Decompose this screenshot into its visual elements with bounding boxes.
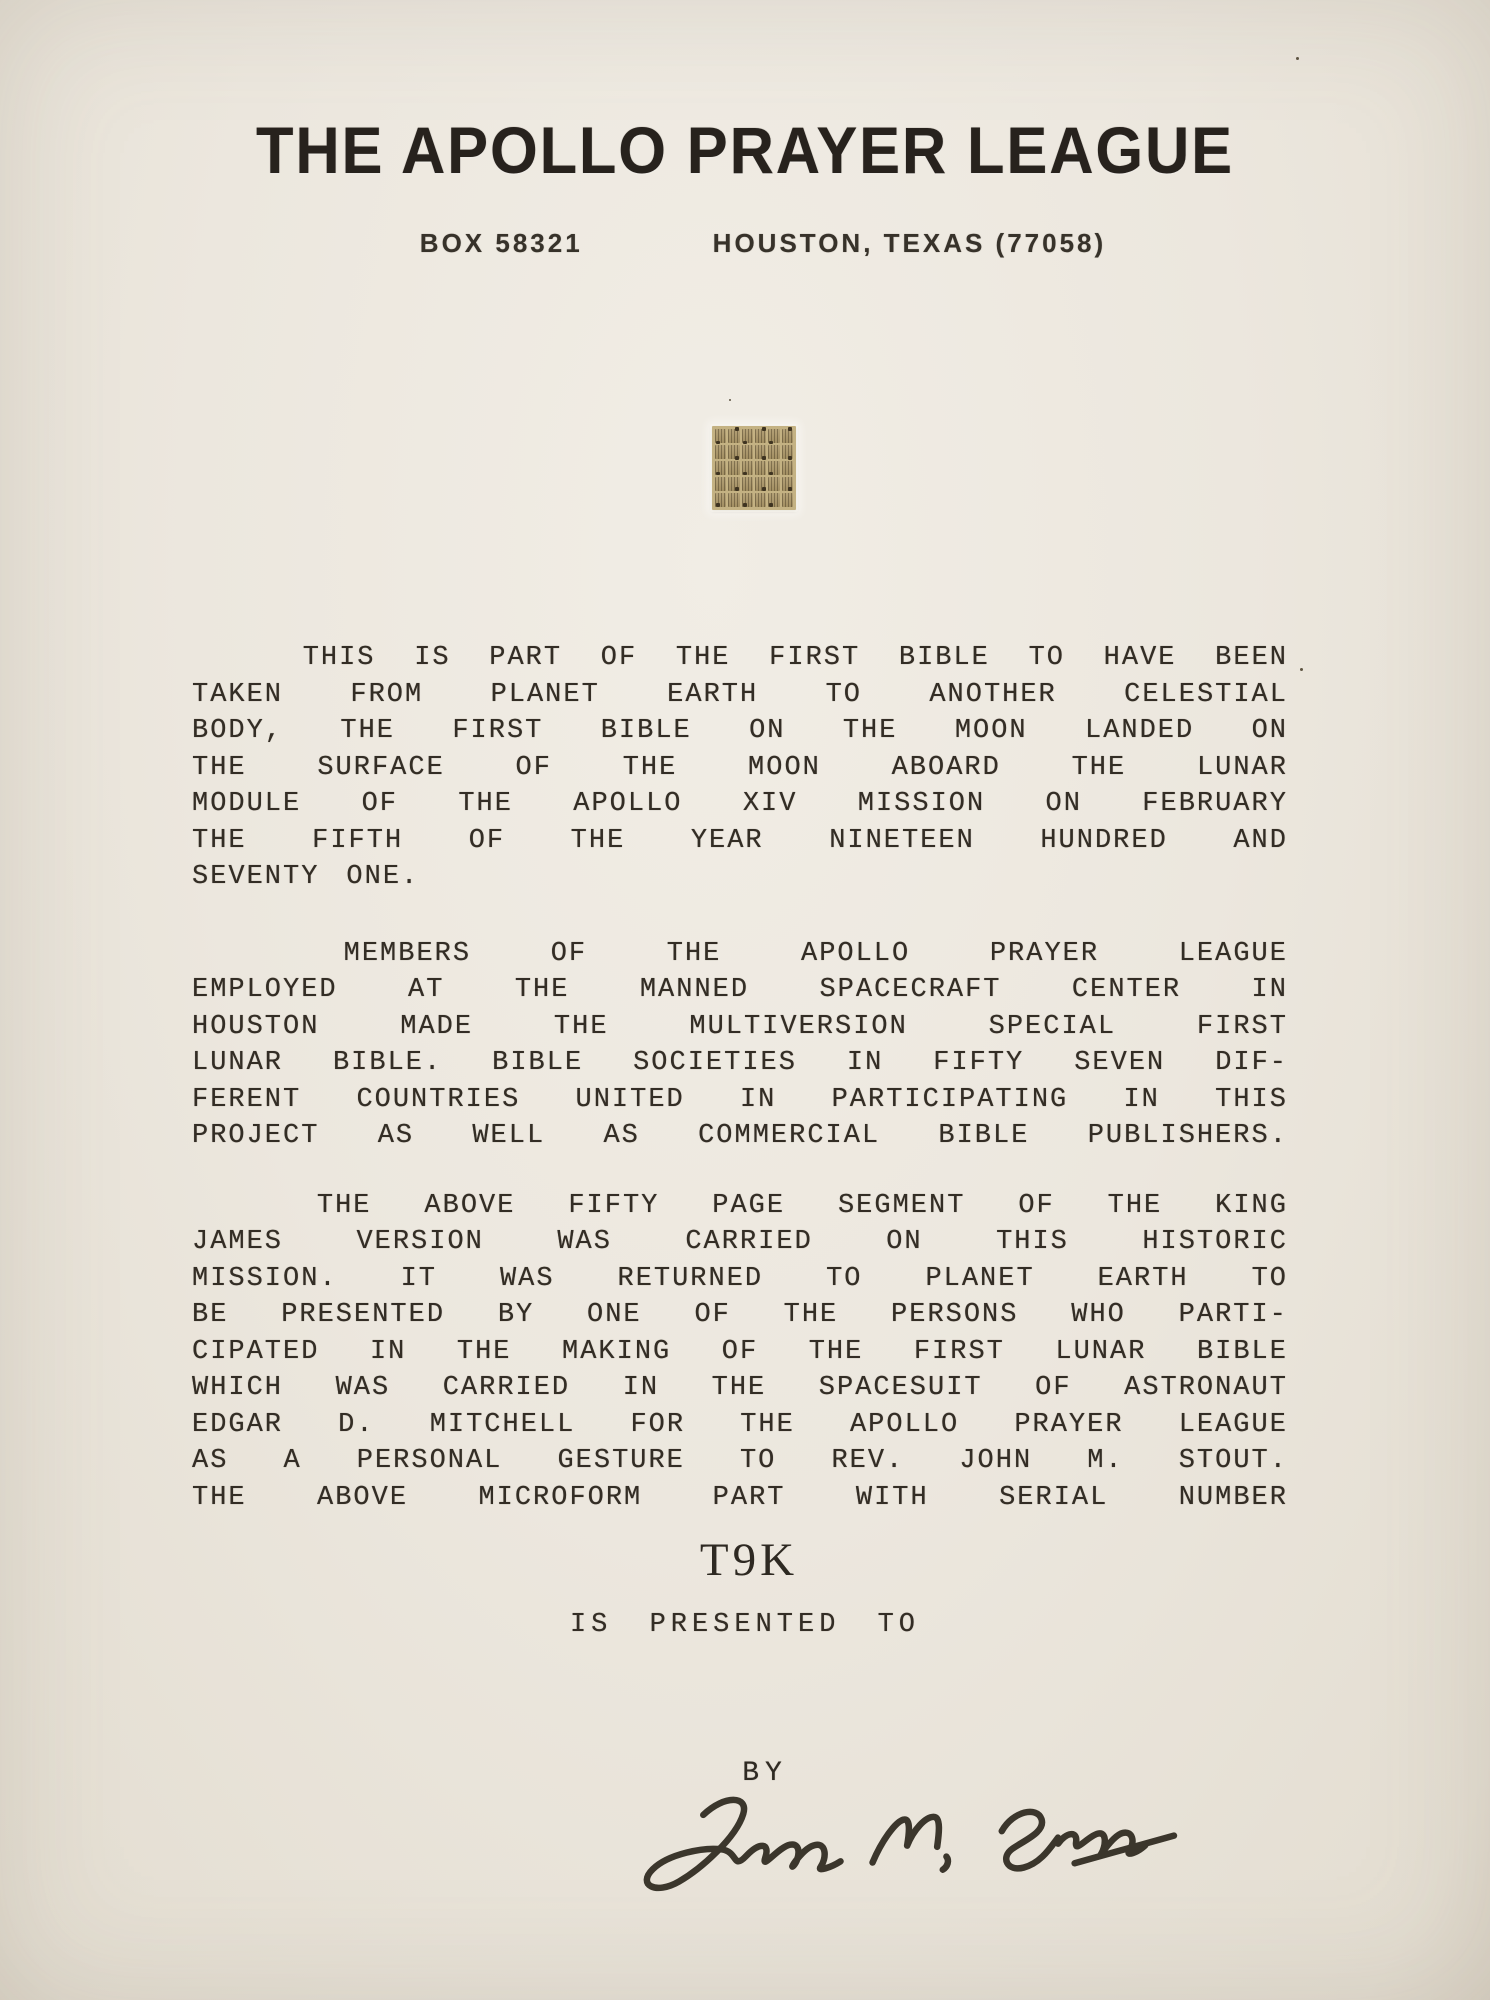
word: AS bbox=[603, 1121, 640, 1152]
word: MULTIVERSION bbox=[689, 1011, 908, 1042]
text-line bbox=[192, 1297, 1288, 1334]
word: ON bbox=[749, 716, 786, 747]
microform-dot bbox=[769, 441, 773, 445]
microform-dot bbox=[735, 456, 739, 460]
word: SEVENTY bbox=[192, 862, 320, 893]
word: PLANET bbox=[925, 1263, 1035, 1294]
word: CIPATED bbox=[192, 1336, 320, 1367]
word: REV. bbox=[831, 1446, 905, 1477]
word: OF bbox=[600, 643, 638, 674]
microform-dot bbox=[716, 503, 720, 507]
word: LUNAR bbox=[192, 1048, 284, 1079]
text-line bbox=[192, 936, 1288, 973]
po-box: BOX 58321 bbox=[419, 228, 583, 258]
word: FIRST bbox=[769, 643, 861, 674]
word: FIFTY bbox=[933, 1048, 1025, 1079]
word: OF bbox=[721, 1336, 759, 1367]
word: LUNAR bbox=[1196, 752, 1288, 783]
word: MICROFORM bbox=[478, 1482, 643, 1513]
word: ANOTHER bbox=[929, 679, 1057, 710]
word: OF bbox=[550, 938, 588, 969]
text-line bbox=[192, 1118, 1288, 1155]
text-line bbox=[192, 1407, 1288, 1444]
word: ON bbox=[1045, 789, 1082, 820]
word: THE bbox=[192, 752, 247, 783]
microform-dot bbox=[743, 441, 747, 445]
word: MADE bbox=[400, 1011, 474, 1042]
word: NUMBER bbox=[1178, 1482, 1288, 1513]
word: DIF- bbox=[1215, 1048, 1288, 1079]
page-title: THE APOLLO PRAYER LEAGUE bbox=[256, 113, 1234, 187]
word: JOHN bbox=[959, 1446, 1033, 1477]
paragraph bbox=[192, 1188, 1288, 1517]
word: D. bbox=[338, 1409, 375, 1440]
word: HAVE bbox=[1103, 643, 1177, 674]
text-line bbox=[192, 1443, 1288, 1480]
microform-page-cell bbox=[715, 477, 726, 491]
paper-speck bbox=[729, 399, 731, 401]
microform-page-cell bbox=[782, 429, 793, 443]
serial-number: T9K bbox=[699, 1534, 799, 1586]
word: TO bbox=[826, 1263, 863, 1294]
word: BEEN bbox=[1215, 643, 1288, 674]
word: APOLLO bbox=[849, 1409, 960, 1440]
word: THE bbox=[570, 825, 626, 856]
word: BY bbox=[497, 1300, 535, 1331]
word: PART bbox=[489, 643, 563, 674]
word: MOON bbox=[954, 716, 1028, 747]
word: FIRST bbox=[452, 716, 544, 747]
word: TO bbox=[1028, 643, 1065, 674]
word: OF bbox=[1035, 1373, 1072, 1404]
word: THE bbox=[340, 716, 395, 747]
word: PRAYER bbox=[989, 938, 1100, 969]
text-line bbox=[192, 786, 1288, 823]
word: OF bbox=[361, 789, 398, 820]
paper-speck bbox=[1300, 668, 1303, 671]
word: VERSION bbox=[356, 1227, 484, 1258]
word: MANNED bbox=[639, 975, 750, 1006]
word: THE bbox=[192, 825, 247, 856]
word: BIBLE bbox=[938, 1121, 1030, 1152]
word: PARTICIPATING bbox=[831, 1084, 1069, 1115]
word: ON bbox=[1251, 716, 1288, 747]
text-line bbox=[192, 972, 1288, 1009]
word: IN bbox=[369, 1336, 407, 1367]
word: MEMBERS bbox=[343, 938, 472, 969]
microform-page-cell bbox=[728, 493, 739, 507]
word: BODY, bbox=[192, 716, 284, 747]
word: CARRIED bbox=[685, 1227, 813, 1258]
word: AT bbox=[408, 975, 445, 1006]
word: HUNDRED bbox=[1040, 825, 1168, 856]
word: JAMES bbox=[192, 1227, 284, 1258]
word: BIBLE bbox=[898, 643, 990, 674]
microform-dot bbox=[716, 472, 720, 476]
word: EARTH bbox=[1097, 1263, 1189, 1294]
word: WAS bbox=[499, 1263, 555, 1294]
word: AND bbox=[1233, 825, 1288, 856]
by-label: BY bbox=[742, 1758, 788, 1789]
word: SERIAL bbox=[999, 1482, 1109, 1513]
text-line bbox=[192, 1334, 1288, 1371]
microform-dot bbox=[743, 472, 747, 476]
word: IS bbox=[414, 643, 451, 674]
signature bbox=[585, 1774, 1200, 1908]
word: WAS bbox=[335, 1373, 391, 1404]
word: FERENT bbox=[192, 1084, 302, 1115]
word: HOUSTON bbox=[192, 1011, 320, 1042]
word: THE bbox=[783, 1300, 839, 1331]
word: CELESTIAL bbox=[1124, 679, 1288, 710]
word: XIV bbox=[742, 789, 798, 820]
word: A bbox=[283, 1446, 302, 1477]
microform-dot bbox=[743, 503, 747, 507]
word: LEAGUE bbox=[1178, 938, 1288, 969]
word: MAKING bbox=[562, 1336, 672, 1367]
word: PROJECT bbox=[192, 1121, 320, 1152]
word: IN bbox=[846, 1048, 884, 1079]
word: THE bbox=[711, 1373, 767, 1404]
word: THE bbox=[316, 1190, 372, 1221]
text-line bbox=[192, 713, 1288, 750]
word: EARTH bbox=[667, 679, 759, 710]
word: LEAGUE bbox=[1178, 1409, 1288, 1440]
microform-dot bbox=[735, 487, 739, 491]
word: FIRST bbox=[913, 1336, 1005, 1367]
word: FEBRUARY bbox=[1142, 789, 1288, 820]
microform-dot bbox=[762, 456, 766, 460]
word: CARRIED bbox=[442, 1373, 571, 1404]
text-line bbox=[192, 1188, 1288, 1225]
word: UNITED bbox=[575, 1084, 685, 1115]
word: IN bbox=[1251, 975, 1288, 1006]
microform-dot bbox=[762, 487, 766, 491]
word: EDGAR bbox=[192, 1409, 284, 1440]
word: KING bbox=[1215, 1190, 1288, 1221]
word: EMPLOYED bbox=[192, 975, 338, 1006]
word: COUNTRIES bbox=[356, 1084, 521, 1115]
word: BIBLE bbox=[1196, 1336, 1288, 1367]
word: OF bbox=[694, 1300, 731, 1331]
word: THE bbox=[842, 716, 898, 747]
word: WITH bbox=[855, 1482, 929, 1513]
word: PRESENTED bbox=[281, 1300, 446, 1331]
microform-dot bbox=[788, 487, 792, 491]
word: ABOARD bbox=[891, 752, 1001, 783]
word: THIS bbox=[1215, 1084, 1288, 1115]
word: THE bbox=[740, 1409, 795, 1440]
word: THE bbox=[666, 938, 722, 969]
microform-dot bbox=[735, 427, 739, 431]
text-line bbox=[192, 1045, 1288, 1082]
word: COMMERCIAL bbox=[698, 1121, 881, 1152]
word: LUNAR bbox=[1055, 1336, 1147, 1367]
word: THE bbox=[1107, 1190, 1163, 1221]
microform-page-cell bbox=[742, 477, 753, 491]
microform-page-cell bbox=[755, 429, 766, 443]
word: WHICH bbox=[192, 1373, 284, 1404]
microform-page-cell bbox=[742, 445, 753, 459]
text-line bbox=[192, 1082, 1288, 1119]
word: IN bbox=[622, 1373, 660, 1404]
word: PLANET bbox=[490, 679, 600, 710]
word: THE bbox=[675, 643, 731, 674]
word: MISSION bbox=[857, 789, 986, 820]
microform-page-cell bbox=[728, 429, 739, 443]
microform-page-cell bbox=[768, 477, 779, 491]
word: PERSONAL bbox=[356, 1446, 503, 1477]
word: TAKEN bbox=[192, 679, 284, 710]
text-line bbox=[192, 1224, 1288, 1261]
word: THE bbox=[458, 789, 513, 820]
microform-page-cell bbox=[768, 445, 779, 459]
word: ASTRONAUT bbox=[1124, 1373, 1288, 1404]
word: BIBLE bbox=[492, 1048, 584, 1079]
microform-dot bbox=[716, 441, 720, 445]
presented-to-line: IS PRESENTED TO bbox=[569, 1610, 921, 1640]
word: THE bbox=[192, 1482, 247, 1513]
microform-dot bbox=[769, 472, 773, 476]
word: ON bbox=[886, 1227, 923, 1258]
word: THE bbox=[456, 1336, 512, 1367]
text-line bbox=[192, 1480, 1288, 1517]
word: NINETEEN bbox=[829, 825, 975, 856]
paragraph bbox=[192, 640, 1288, 896]
word: WELL bbox=[472, 1121, 546, 1152]
word: SPACECRAFT bbox=[819, 975, 1002, 1006]
word: IT bbox=[400, 1263, 437, 1294]
word: TO bbox=[825, 679, 862, 710]
word: SEVEN bbox=[1074, 1048, 1166, 1079]
text-line bbox=[192, 677, 1288, 714]
word: LANDED bbox=[1085, 716, 1195, 747]
microform-page-cell bbox=[782, 493, 793, 507]
word: TO bbox=[1251, 1263, 1288, 1294]
text-line bbox=[192, 859, 1288, 896]
city-state-zip: HOUSTON, TEXAS (77058) bbox=[712, 228, 1107, 258]
word: ABOVE bbox=[424, 1190, 516, 1221]
letterhead-address bbox=[18, 228, 1490, 259]
word: WHO bbox=[1071, 1300, 1126, 1331]
text-line bbox=[192, 1370, 1288, 1407]
word: MITCHELL bbox=[429, 1409, 576, 1440]
word: FOR bbox=[630, 1409, 686, 1440]
word: BE bbox=[192, 1300, 229, 1331]
word: SOCIETIES bbox=[633, 1048, 797, 1079]
word: THIS bbox=[302, 643, 376, 674]
word: THE bbox=[514, 975, 570, 1006]
word: SPACESUIT bbox=[818, 1373, 983, 1404]
word: APOLLO bbox=[573, 789, 683, 820]
word: ABOVE bbox=[317, 1482, 409, 1513]
text-line bbox=[192, 750, 1288, 787]
word: FIRST bbox=[1196, 1011, 1288, 1042]
word: PRAYER bbox=[1014, 1409, 1124, 1440]
word: M. bbox=[1087, 1446, 1124, 1477]
word: PARTI- bbox=[1178, 1300, 1288, 1331]
word: MODULE bbox=[192, 789, 302, 820]
word: FIFTY bbox=[568, 1190, 660, 1221]
microform-page-cell bbox=[755, 493, 766, 507]
text-line bbox=[192, 823, 1288, 860]
word: TO bbox=[739, 1446, 777, 1477]
word: OF bbox=[468, 825, 506, 856]
word: STOUT. bbox=[1178, 1446, 1288, 1477]
word: PERSONS bbox=[891, 1300, 1019, 1331]
body-text bbox=[192, 640, 1288, 1556]
word: MISSION. bbox=[192, 1263, 338, 1294]
microform-dot bbox=[788, 427, 792, 431]
word: ONE bbox=[587, 1300, 642, 1331]
text-line bbox=[192, 1009, 1288, 1046]
word: IN bbox=[1123, 1084, 1160, 1115]
microform-chip bbox=[712, 426, 796, 510]
word: SEGMENT bbox=[837, 1190, 966, 1221]
word: OF bbox=[1018, 1190, 1055, 1221]
word: IN bbox=[739, 1084, 777, 1115]
word: FROM bbox=[350, 679, 424, 710]
word: BIBLE. bbox=[332, 1048, 443, 1079]
microform-dot bbox=[788, 456, 792, 460]
word: AS bbox=[192, 1446, 229, 1477]
word: FIFTH bbox=[312, 825, 404, 856]
word: PART bbox=[712, 1482, 786, 1513]
word: GESTURE bbox=[557, 1446, 685, 1477]
word: APOLLO bbox=[801, 938, 911, 969]
microform-page-cell bbox=[728, 461, 739, 475]
word: THE bbox=[553, 1011, 609, 1042]
word: BIBLE bbox=[600, 716, 692, 747]
word: PAGE bbox=[712, 1190, 786, 1221]
word: THE bbox=[622, 752, 678, 783]
word: THE bbox=[1071, 752, 1127, 783]
microform-dot bbox=[762, 427, 766, 431]
word: PUBLISHERS. bbox=[1087, 1121, 1288, 1152]
word: MOON bbox=[748, 752, 821, 783]
word: RETURNED bbox=[617, 1263, 764, 1294]
word: THE bbox=[808, 1336, 864, 1367]
word: YEAR bbox=[690, 825, 764, 856]
microform-page-cell bbox=[755, 461, 766, 475]
paper-speck bbox=[1296, 57, 1299, 60]
word: SPECIAL bbox=[988, 1011, 1117, 1042]
word: ONE. bbox=[346, 862, 420, 893]
text-line bbox=[192, 640, 1288, 677]
word: WAS bbox=[557, 1227, 612, 1258]
word: OF bbox=[515, 752, 552, 783]
word: SURFACE bbox=[317, 752, 445, 783]
word: HISTORIC bbox=[1142, 1227, 1288, 1258]
word: CENTER bbox=[1071, 975, 1182, 1006]
word: AS bbox=[377, 1121, 415, 1152]
microform-page-cell bbox=[715, 445, 726, 459]
microform-dot bbox=[769, 503, 773, 507]
microform-page-cell bbox=[782, 461, 793, 475]
text-line bbox=[192, 1261, 1288, 1298]
paragraph bbox=[192, 936, 1288, 1155]
word: THIS bbox=[996, 1227, 1069, 1258]
